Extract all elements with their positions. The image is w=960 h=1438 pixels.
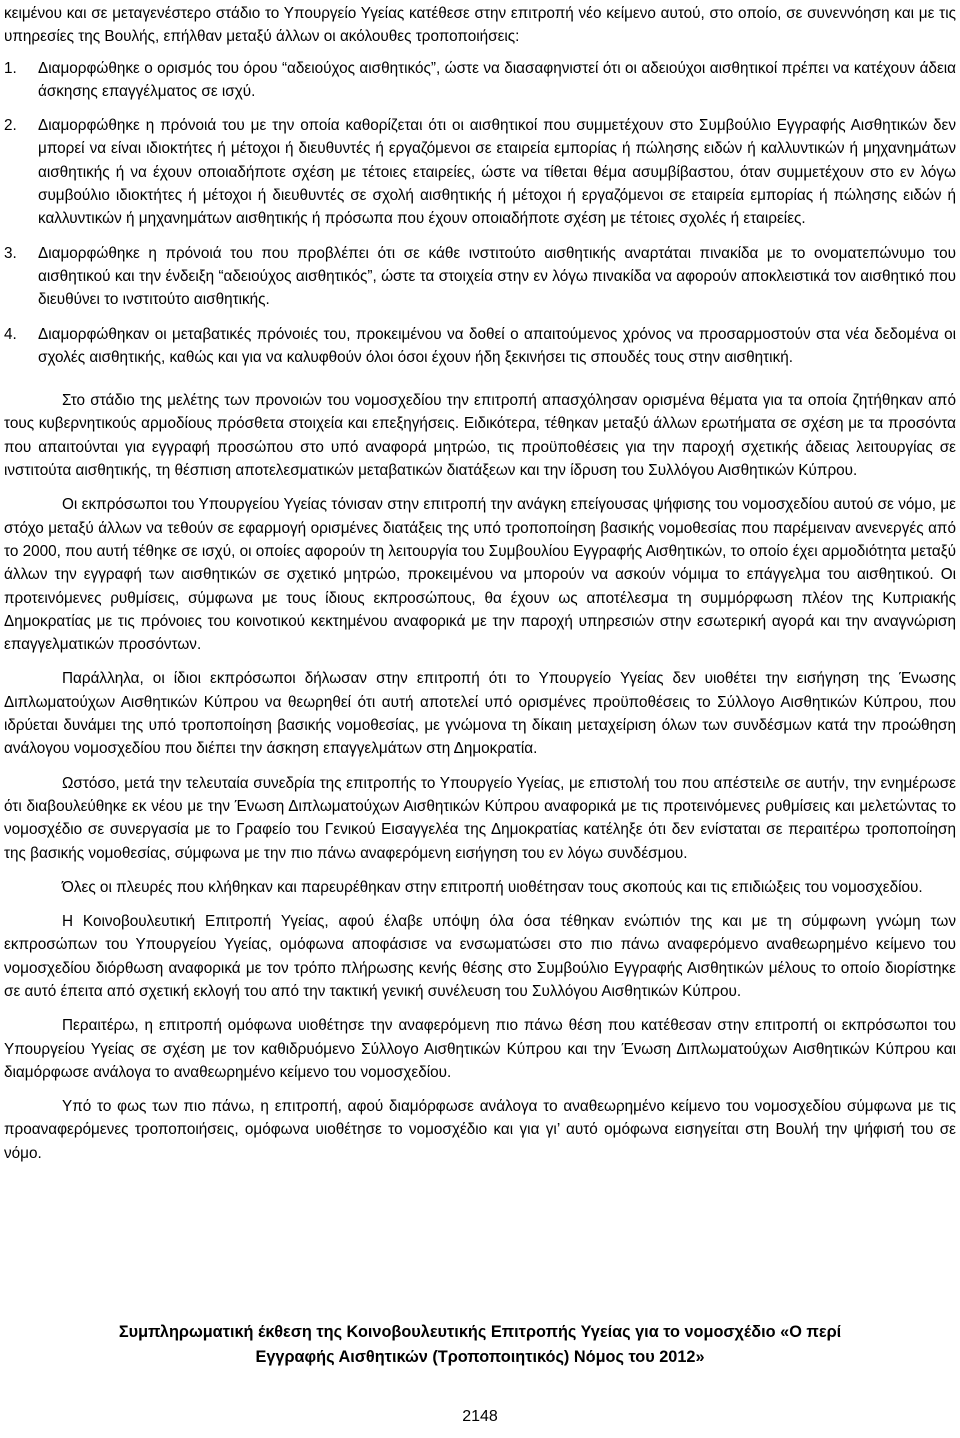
body-paragraph: Υπό το φως των πιο πάνω, η επιτροπή, αφού διαμόρφωσε ανάλογα το αναθεωρημένο κείμενο του νομοσχεδίου σύμφωνα με τις προαναφερόμενες τροποποιήσεις, ομόφωνα υιοθέτησε το νομοσχέδιο και για γι’ αυτό ομόφωνα εισηγείται στη Βουλή την ψήφισή του σε νόμο.: [4, 1098, 956, 1162]
body-paragraph: Παράλληλα, οι ίδιοι εκπρόσωποι δήλωσαν στην επιτροπή ότι το Υπουργείο Υγείας δεν υιοθέτει την εισήγηση της Ένωσης Διπλωματούχων Αισθητικών Κύπρου να θεωρηθεί ότι αυτή αποτελεί υπό ορισμένες προϋποθέσεις το Σύλλογο Αισθητικών Κύπρου, που ιδρύεται δυνάμει της υπό τροποποίηση βασικής νομοθεσίας, με γνώμονα τη δίκαιη μεταχείριση όλων των συνδέσμων κατά την προώθηση ανάλογου νομοσχεδίου που διέπει την άσκηση επαγγελμάτων στη Δημοκρατία.: [4, 670, 956, 758]
list-item-text: Διαμορφώθηκαν οι μεταβατικές πρόνοιές του, προκειμένου να δοθεί ο απαιτούμενος χρόνος να προσαρμοστούν στα νέα δεδομένα οι σχολές αισθητικής, καθώς και για να καλυφθούν όλοι όσοι έχουν ήδη ξεκινήσει τις σπουδές τους στην αισθητική.: [38, 325, 956, 366]
body-paragraph: Ωστόσο, μετά την τελευταία συνεδρία της επιτροπής το Υπουργείο Υγείας, με επιστολή του που απέστειλε σε αυτήν, την ενημέρωσε ότι διαβουλεύθηκε εκ νέου με την Ένωση Διπλωματούχων Αισθητικών Κύπρου αναφορικά με τις προτεινόμενες ρυθμίσεις και μελετώντας το νομοσχέδιο σε συνεργασία με το Γραφείο του Γενικού Εισαγγελέα της Δημοκρατίας κατέληξε ότι δεν ενίσταται σε περαιτέρω τροποποίηση της βασικής νομοθεσίας, σύμφωνα με την πιο πάνω αναφερόμενη εισήγηση του εν λόγω συνδέσμου.: [4, 774, 956, 862]
list-item-text: Διαμορφώθηκε η πρόνοιά του με την οποία καθορίζεται ότι οι αισθητικοί που συμμετέχουν στο Συμβούλιο Εγγραφής Αισθητικών δεν μπορεί να είναι ιδιοκτήτες ή μέτοχοι ή διευθυντές ή εργαζόμενοι σε εταιρεία εμπορίας ή πώλησης ειδών ή καλλυντικών ή μηχανημάτων αισθητικής ή να έχουν οποιαδήποτε σχέση με τέτοιες εταιρείες, ώστε να τίθεται θέμα ασυμβίβαστου, όταν συμμετέχουν στο εν λόγω συμβούλιο ιδιοκτήτες ή μέτοχοι ή διευθυντές σε σχολή αισθητικής ή μέτοχοι ή εργαζόμενοι σε εταιρεία εμπορίας ή πώλησης ειδών ή καλλυντικών ή μηχανημάτων αισθητικής ή πρόσωπα που έχουν οποιαδήποτε σχέση με τέτοιες σχολές ή εταιρείες.: [38, 117, 956, 228]
list-item-number: 4.: [4, 325, 17, 343]
list-item: [4, 323, 956, 370]
body-paragraph: Περαιτέρω, η επιτροπή ομόφωνα υιοθέτησε την αναφερόμενη πιο πάνω θέση που κατέθεσαν στην επιτροπή οι εκπρόσωποι του Υπουργείου Υγείας σε σχέση με τον καθιδρυόμενο Σύλλογο Αισθητικών Κύπρου και την Ένωση Διπλωματούχων Αισθητικών Κύπρου και διαμόρφωσε ανάλογα το αναθεωρημένο κείμενο του νομοσχεδίου.: [4, 1017, 956, 1081]
list-item-number: 1.: [4, 59, 17, 77]
body-paragraph: Η Κοινοβουλευτική Επιτροπή Υγείας, αφού έλαβε υπόψη όλα όσα τέθηκαν ενώπιόν της και με τη σύμφωνη γνώμη των εκπροσώπων του Υπουργείου Υγείας, ομόφωνα αποφάσισε να ενσωματώσει στο πιο πάνω αναφερόμενο αναθεωρημένο κείμενο του νομοσχεδίου διόρθωση αναφορικά με τον τρόπο πλήρωσης κενής θέσης στο Συμβούλιο Εγγραφής Αισθητικών μέλους το οποίο διορίστηκε σε αυτό έπειτα από σχετική εκλογή του από την τακτική γενική συνέλευση του Συλλόγου Αισθητικών Κύπρου.: [4, 913, 956, 1000]
body-paragraph: Οι εκπρόσωποι του Υπουργείου Υγείας τόνισαν στην επιτροπή την ανάγκη επείγουσας ψήφισης του νομοσχεδίου αυτού σε νόμο, με στόχο μεταξύ άλλων να τεθούν σε εφαρμογή ορισμένες διατάξεις της υπό τροποποίηση βασικής νομοθεσίας που παρέμειναν ανενεργές από το 2000, που αυτή τέθηκε σε ισχύ, οι οποίες αφορούν τη λειτουργία του Συμβουλίου Εγγραφής Αισθητικών, το οποίο έχει αρμοδιότητα μεταξύ άλλων την εγγραφή των αισθητικών σε σχετικό μητρώο, προκειμένου να μπορούν να ασκούν νόμιμα το επάγγελμα του αισθητικού. Οι προτεινόμενες ρυθμίσεις, σύμφωνα με τους ίδιους εκπροσώπους, θα έχουν ως αποτέλεσμα τη συμμόρφωση πλέον της Κυπριακής Δημοκρατίας με τις πρόνοιες του κοινοτικού κεκτημένου αναφορικά με την παροχή υπηρεσιών στην εσωτερική αγορά και την αναγνώριση επαγγελματικών προσόντων.: [4, 496, 956, 654]
body-paragraph: Στο στάδιο της μελέτης των προνοιών του νομοσχεδίου την επιτροπή απασχόλησαν ορισμένα θέματα για τα οποία ζητήθηκαν από τους κυβερνητικούς αρμοδίους πρόσθετα στοιχεία και επεξηγήσεις. Ειδικότερα, τέθηκαν μεταξύ άλλων ερωτήματα σε σχέση με τα προσόντα που απαιτούνται για εγγραφή προσώπου στο υπό αναφορά μητρώο, τις προϋποθέσεις για την παροχή σχετικής άδειας λειτουργίας σε ινστιτούτα αισθητικής, τη θέσπιση αποτελεσματικών μεταβατικών διατάξεων και την ίδρυση του Συλλόγου Αισθητικών Κύπρου.: [4, 392, 956, 480]
footer-line: Εγγραφής Αισθητικών (Τροποποιητικός) Νόμος του 2012»: [255, 1348, 705, 1366]
amendments-list: [4, 57, 956, 370]
list-item: [4, 242, 956, 312]
body-paragraph: Όλες οι πλευρές που κλήθηκαν και παρευρέθηκαν στην επιτροπή υιοθέτησαν τους σκοπούς και τις επιδιώξεις του νομοσχεδίου.: [62, 878, 923, 896]
list-item-number: 2.: [4, 117, 17, 135]
list-item-text: Διαμορφώθηκε η πρόνοιά του που προβλέπει ότι σε κάθε ινστιτούτο αισθητικής αναρτάται πινακίδα με το ονοματεπώνυμο του αισθητικού και την ένδειξη “αδειούχος αισθητικός”, ώστε τα στοιχεία στην εν λόγω πινακίδα να αφορούν αποκλειστικά τον αισθητικό που διευθύνει το ινστιτούτο αισθητικής.: [38, 244, 956, 309]
intro-paragraph: κειμένου και σε μεταγενέστερο στάδιο το Υπουργείο Υγείας κατέθεσε στην επιτροπή νέο κείμενο αυτού, στο οποίο, σε συνεννόηση και με τις υπηρεσίες της Βουλής, επήλθαν μεταξύ άλλων οι ακόλουθες τροποποιήσεις:: [4, 5, 956, 46]
list-item: [4, 114, 956, 230]
page-number: 2148: [462, 1408, 498, 1425]
list-item-number: 3.: [4, 244, 17, 262]
list-item-text: Διαμορφώθηκε ο ορισμός του όρου “αδειούχος αισθητικός”, ώστε να διασαφηνιστεί ότι οι αδειούχοι αισθητικοί πρέπει να κατέχουν άδεια άσκησης επαγγέλματος σε ισχύ.: [38, 59, 956, 100]
document-page: [0, 2, 960, 1438]
list-item: [4, 57, 956, 104]
report-footer-title: [0, 1320, 960, 1370]
footer-line: Συμπληρωματική έκθεση της Κοινοβουλευτικής Επιτροπής Υγείας για το νομοσχέδιο «Ο περί: [118, 1323, 842, 1341]
